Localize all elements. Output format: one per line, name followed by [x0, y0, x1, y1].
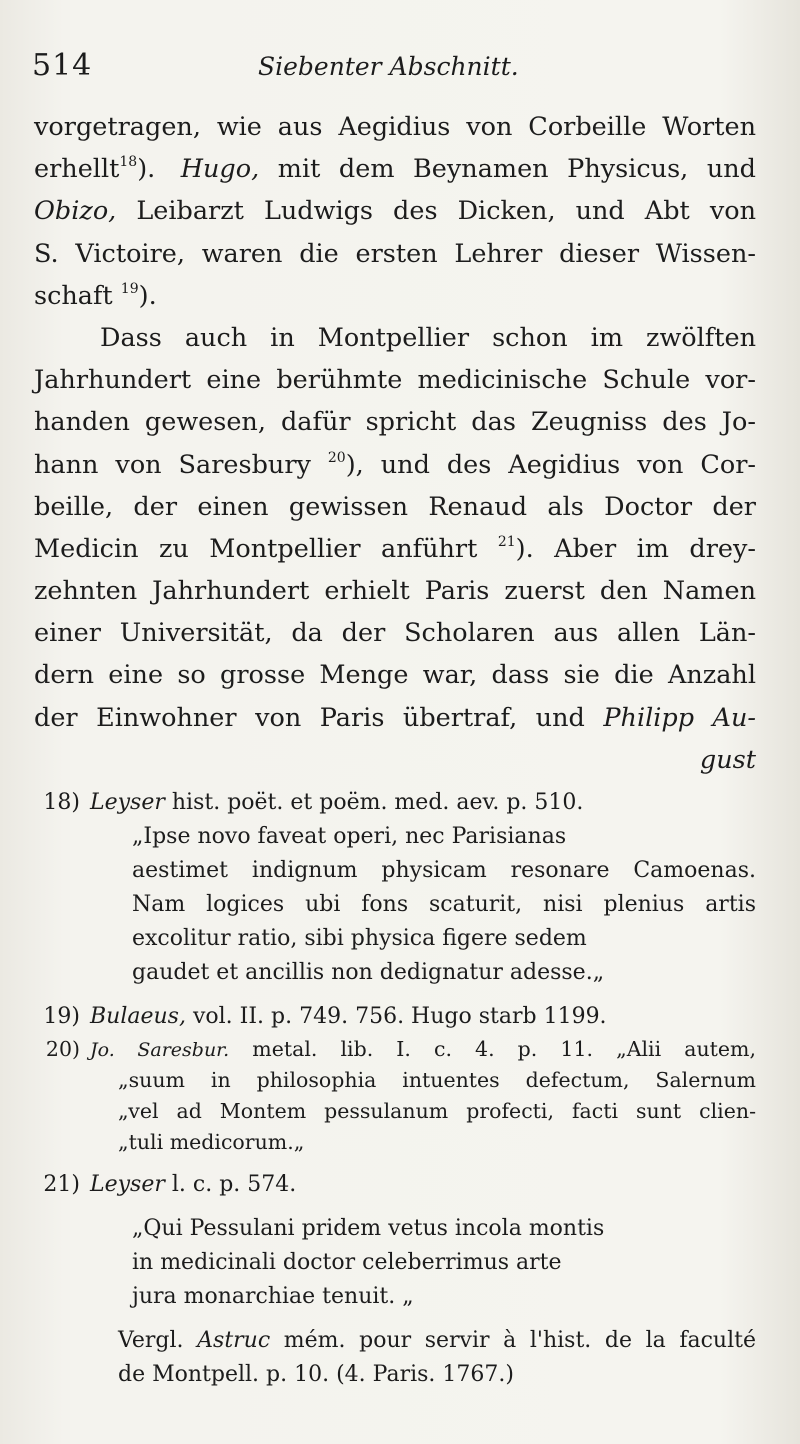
footnote-19: 19) Bulaeus, vol. II. p. 749. 756. Hugo starb 1199. — [43, 1004, 607, 1029]
footnote-author: Bulaeus, — [90, 1004, 186, 1029]
footnote-author: Jo. Saresbur. — [90, 1039, 230, 1061]
footnote-21: 21) Leyser l. c. p. 574. — [43, 1172, 297, 1197]
footnote-18: 18) Leyser hist. poët. et poëm. med. aev. p. 510. — [43, 790, 584, 815]
text-line: Medicin zu Montpellier anführt $^{21}$). Aber im drey- — [34, 533, 757, 564]
reference-line: de Montpell. p. 10. (4. Paris. 1767.) — [118, 1362, 514, 1387]
footnote-author: Leyser — [90, 790, 165, 815]
footnote-ref: 21 — [497, 533, 516, 550]
footnote-author: Leyser — [90, 1172, 165, 1197]
main-text — [34, 106, 756, 781]
quote-line: „Ipse novo faveat operi, nec Parisianas — [132, 824, 567, 849]
quote-line: gaudet et ancillis non dedignatur adesse.„ — [132, 960, 605, 985]
quote-line: „tuli medicorum.„ — [118, 1130, 305, 1154]
text-line: Jahrhundert eine berühmte medicinische Schule vor- — [34, 365, 756, 396]
footnote-ref: 20 — [327, 449, 346, 466]
text-line: vorgetragen, wie aus Aegidius von Corbeille Worten — [34, 112, 756, 142]
quote-line: „vel ad Montem pessulanum profecti, facti sunt clien- — [118, 1099, 756, 1123]
running-title: Siebenter Abschnitt. — [258, 52, 519, 81]
footnote-ref: 19 — [120, 280, 139, 297]
quote-line: in medicinali doctor celeberrimus arte — [132, 1250, 562, 1275]
quote-line: excolitur ratio, sibi physica figere sedem — [132, 926, 587, 951]
name-philipp: Philipp Au- — [603, 702, 756, 733]
text-line: Dass auch in Montpellier schon im zwölften — [100, 322, 756, 353]
name-astruc: Astruc — [197, 1328, 271, 1353]
text-line: zehnten Jahrhundert erhielt Paris zuerst den Namen — [34, 576, 756, 607]
text-line: erhellt$^{18}$). Hugo, mit dem Beynamen Physicus, und — [34, 154, 757, 185]
text-line: einer Universität, da der Scholaren aus allen Län- — [34, 618, 756, 649]
name-hugo: Hugo, — [180, 154, 260, 185]
text-line: dern eine so grosse Menge war, dass sie die Anzahl — [34, 660, 756, 691]
text-line: beille, der einen gewissen Renaud als Doctor der — [34, 491, 756, 522]
text-line: S. Victoire, waren die ersten Lehrer dieser Wissen- — [34, 238, 756, 269]
text-line: der Einwohner von Paris übertraf, und Philipp Au- — [34, 702, 756, 733]
text-line: handen gewesen, dafür spricht das Zeugniss des Jo- — [34, 407, 756, 438]
footnote-ref: 18 — [119, 154, 138, 171]
quote-line: jura monarchiae tenuit. „ — [132, 1284, 414, 1309]
quote-line: Nam logices ubi fons scaturit, nisi plenius artis — [132, 892, 756, 917]
text-line: schaft $^{19}$). — [34, 280, 157, 311]
catchword: gust — [699, 744, 756, 775]
page-number: 514 — [32, 48, 93, 83]
reference-line: Vergl. Astruc mém. pour servir à l'hist. de la faculté — [118, 1328, 756, 1353]
name-obizo: Obizo, — [34, 196, 117, 227]
text-line: Obizo, Leibarzt Ludwigs des Dicken, und Abt von — [34, 196, 757, 227]
quote-line: „Qui Pessulani pridem vetus incola montis — [132, 1216, 605, 1241]
quote-line: „suum in philosophia intuentes defectum, Salernum — [118, 1068, 756, 1092]
page-header — [32, 48, 772, 88]
footnotes — [34, 786, 756, 1392]
text-line: hann von Saresbury $^{20}$), und des Aegidius von Cor- — [34, 449, 757, 480]
footnote-20: 20) Jo. Saresbur. metal. lib. I. c. 4. p. 11. „Alii autem, — [45, 1037, 756, 1061]
quote-line: aestimet indignum physicam resonare Camoenas. — [132, 858, 756, 883]
